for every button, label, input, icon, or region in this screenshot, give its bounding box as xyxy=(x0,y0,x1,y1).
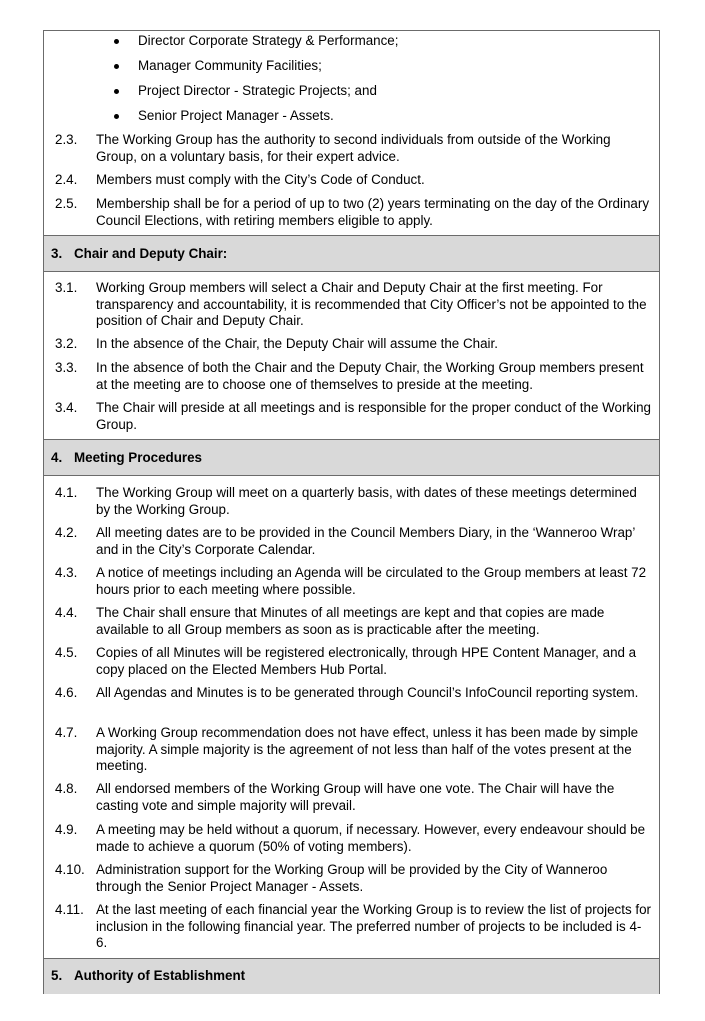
clause-number: 4.11. xyxy=(55,902,84,917)
clause-text: Working Group members will select a Chair and Deputy Chair at the first meeting. For transparency and accountability, it is recommended that City Officer’s not be appointed to the position of Chair and Deputy Chair. xyxy=(96,280,647,328)
clause-number: 4.10. xyxy=(55,862,85,877)
section-title: Chair and Deputy Chair: xyxy=(74,246,228,261)
clause-number: 4.3. xyxy=(55,565,78,580)
clause-text: A meeting may be held without a quorum, if necessary. However, every endeavour should be made to achieve a quorum (50% of voting members). xyxy=(96,822,646,854)
bullet-dot xyxy=(114,89,119,94)
section-heading-3 xyxy=(44,235,659,272)
section-number: 4. xyxy=(51,450,63,465)
section-number: 3. xyxy=(51,246,63,261)
bullet-dot xyxy=(114,114,119,119)
clause-text: All Agendas and Minutes is to be generated through Council’s InfoCouncil reporting system. xyxy=(96,685,639,700)
section-heading-4 xyxy=(44,439,659,476)
bullet-text: Manager Community Facilities; xyxy=(138,58,322,73)
clause-number: 3.3. xyxy=(55,360,78,375)
clause-number: 2.4. xyxy=(55,172,78,187)
clause-number: 2.3. xyxy=(55,132,78,147)
section-title: Meeting Procedures xyxy=(74,450,202,465)
document-page xyxy=(43,30,660,994)
bullet-text: Project Director - Strategic Projects; and xyxy=(138,83,377,98)
bullet-text: Senior Project Manager - Assets. xyxy=(138,108,334,123)
bullet-text: Director Corporate Strategy & Performance; xyxy=(138,33,399,48)
clause-number: 4.7. xyxy=(55,725,78,740)
clause-number: 4.1. xyxy=(55,485,78,500)
clause-text: Membership shall be for a period of up to two (2) years terminating on the day of the Ordinary Council Elections, with retiring members eligible to apply. xyxy=(96,196,650,228)
clause-text: At the last meeting of each financial year the Working Group is to review the list of projects for inclusion in the following financial year. The preferred number of projects to be included is 4-6. xyxy=(96,902,651,950)
clause-text: The Chair shall ensure that Minutes of all meetings are kept and that copies are made available to all Group members as soon as is practicable after the meeting. xyxy=(96,605,605,637)
clause-text: Members must comply with the City’s Code of Conduct. xyxy=(96,172,425,187)
section-heading-5 xyxy=(44,958,659,994)
clause-text: A Working Group recommendation does not have effect, unless it has been made by simple majority. A simple majority is the agreement of not less than half of the votes present at the meeting. xyxy=(96,725,639,773)
clause-text: All meeting dates are to be provided in the Council Members Diary, in the ‘Wanneroo Wrap’ and in the City’s Corporate Calendar. xyxy=(96,525,635,557)
clause-text: The Chair will preside at all meetings and is responsible for the proper conduct of the Working Group. xyxy=(96,400,652,432)
clause-number: 3.2. xyxy=(55,336,78,351)
clause-number: 4.8. xyxy=(55,781,78,796)
clause-text: In the absence of both the Chair and the Deputy Chair, the Working Group members present at the meeting are to choose one of themselves to preside at the meeting. xyxy=(96,360,644,392)
clause-number: 2.5. xyxy=(55,196,78,211)
clause-text: All endorsed members of the Working Group will have one vote. The Chair will have the casting vote and simple majority will prevail. xyxy=(96,781,615,813)
bullet-dot xyxy=(114,64,119,69)
clause-text: In the absence of the Chair, the Deputy Chair will assume the Chair. xyxy=(96,336,498,351)
clause-number: 4.9. xyxy=(55,822,78,837)
bullet-dot xyxy=(114,39,119,44)
clause-number: 4.6. xyxy=(55,685,78,700)
clause-text: Administration support for the Working Group will be provided by the City of Wanneroo through the Senior Project Manager - Assets. xyxy=(96,862,608,894)
clause-text: A notice of meetings including an Agenda will be circulated to the Group members at least 72 hours prior to each meeting where possible. xyxy=(96,565,647,597)
clause-number: 3.1. xyxy=(55,280,78,295)
section-number: 5. xyxy=(51,968,63,983)
section-title: Authority of Establishment xyxy=(74,968,246,983)
clause-number: 4.4. xyxy=(55,605,78,620)
clause-text: The Working Group has the authority to second individuals from outside of the Working Group, on a voluntary basis, for their expert advice. xyxy=(96,132,611,164)
clause-number: 4.5. xyxy=(55,645,78,660)
clause-number: 3.4. xyxy=(55,400,78,415)
clause-text: Copies of all Minutes will be registered electronically, through HPE Content Manager, and a copy placed on the Elected Members Hub Portal. xyxy=(96,645,637,677)
clause-text: The Working Group will meet on a quarterly basis, with dates of these meetings determined by the Working Group. xyxy=(96,485,637,517)
clause-number: 4.2. xyxy=(55,525,78,540)
